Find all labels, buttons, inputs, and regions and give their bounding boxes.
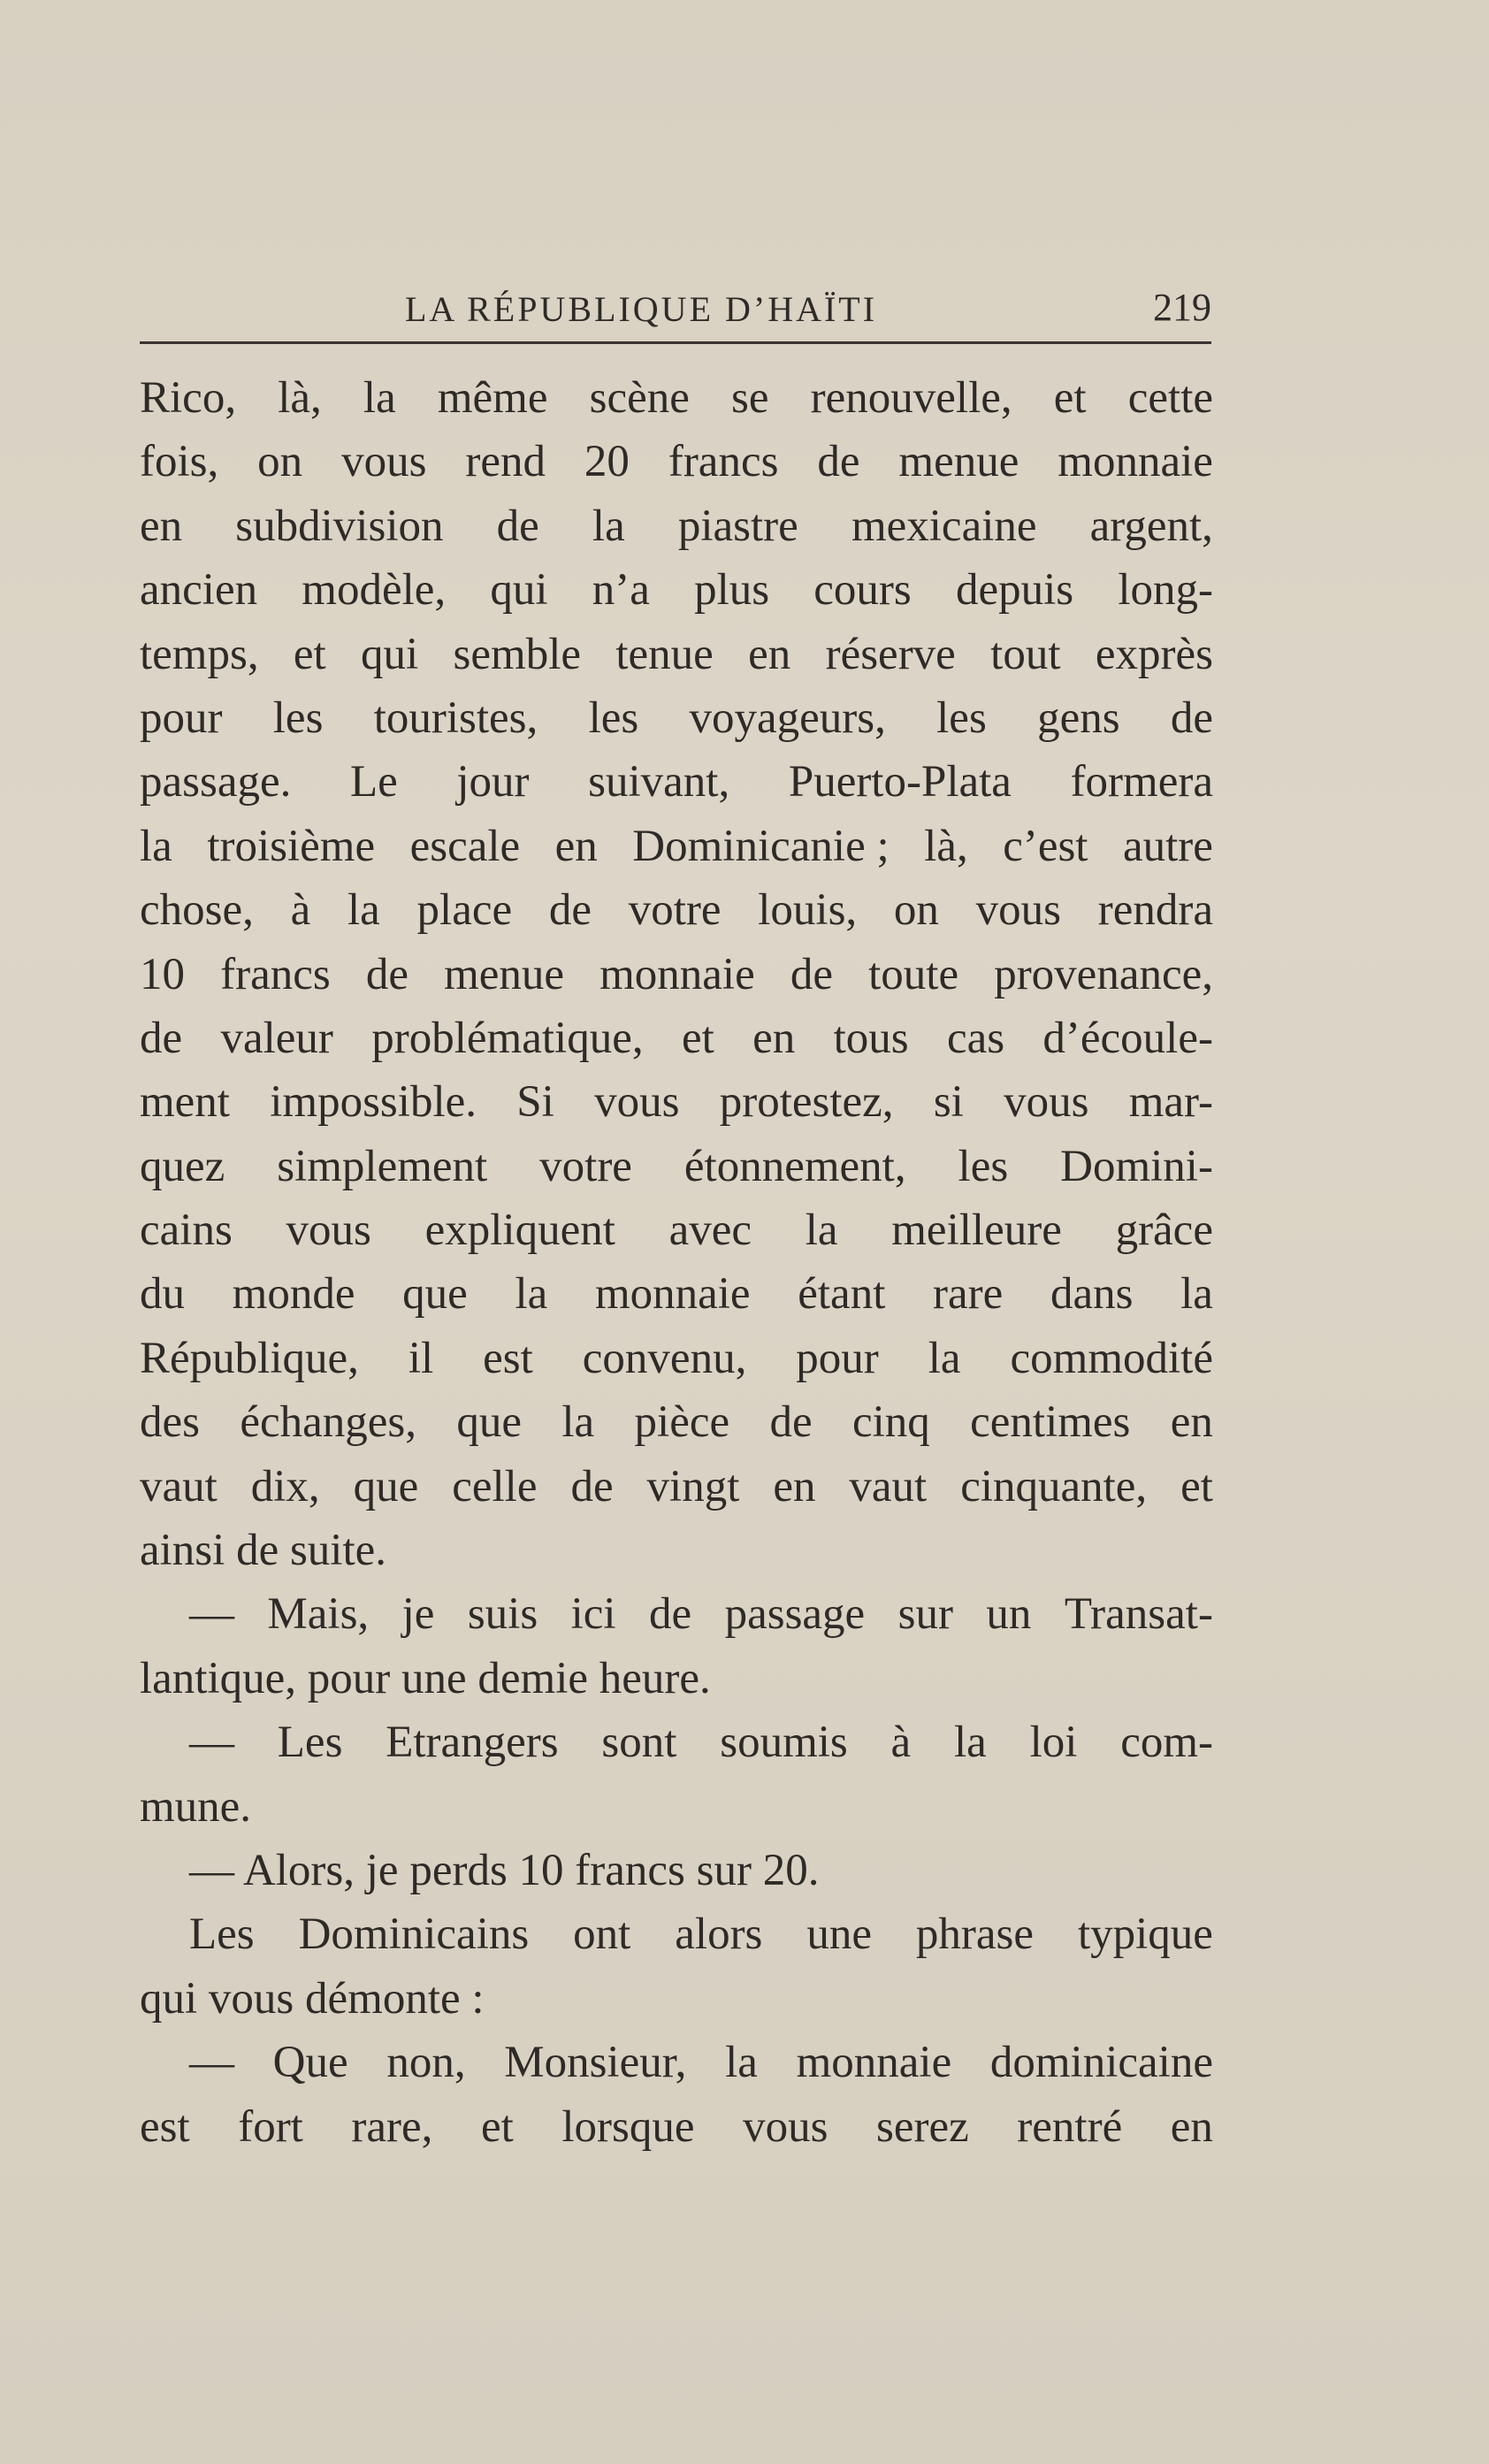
- word: la: [725, 2038, 758, 2088]
- word: ici: [570, 1589, 616, 1640]
- word: soumis: [720, 1718, 848, 1768]
- word: provenance,: [994, 949, 1213, 999]
- word: que: [402, 1269, 468, 1320]
- word: étonnement,: [683, 1141, 906, 1191]
- word: monnaie: [599, 949, 755, 999]
- word: rend: [465, 437, 546, 487]
- text-line: [140, 1135, 1213, 1198]
- running-title: LA RÉPUBLIQUE D’HAÏTI: [405, 289, 878, 329]
- word: la: [805, 1205, 838, 1256]
- word: lorsque: [561, 2101, 695, 2152]
- text-line: [140, 1902, 1213, 1966]
- header-rule: [140, 341, 1211, 344]
- word: n’a: [592, 565, 650, 616]
- word: gens: [1037, 693, 1120, 743]
- text-line: [140, 430, 1213, 494]
- word: —: [189, 1718, 234, 1768]
- word: rare: [933, 1269, 1004, 1320]
- word: sont: [601, 1718, 677, 1768]
- word: les: [272, 693, 324, 743]
- word: menue: [444, 949, 565, 999]
- word: vous: [743, 2101, 828, 2152]
- page-number: 219: [1153, 286, 1211, 329]
- word: en: [1170, 1397, 1213, 1448]
- word: Le: [349, 757, 398, 807]
- word: étant: [798, 1269, 886, 1320]
- word: votre: [628, 885, 722, 936]
- word: louis,: [758, 885, 858, 936]
- word: en: [1170, 2101, 1213, 2152]
- word: toute: [868, 949, 959, 999]
- word: vous: [341, 437, 427, 487]
- word: monnaie: [796, 2038, 952, 2088]
- word: la: [561, 1397, 595, 1448]
- word: 10: [140, 949, 185, 999]
- word: passage.: [140, 757, 292, 807]
- text-line: [140, 878, 1213, 942]
- word: de: [790, 949, 833, 999]
- word: suivant,: [588, 757, 730, 807]
- word: échanges,: [240, 1397, 416, 1448]
- word: vous: [1004, 1077, 1089, 1128]
- word: vous: [975, 885, 1062, 936]
- word: —: [189, 2038, 234, 2088]
- text-line: [140, 1647, 1213, 1710]
- word: qui: [490, 565, 548, 616]
- word: vous: [286, 1205, 371, 1256]
- text-line: [140, 1455, 1213, 1519]
- word: — Alors, je perds 10 francs sur 20.: [189, 1845, 820, 1895]
- text-line: [140, 1710, 1213, 1774]
- word: de: [1170, 693, 1213, 743]
- word: est: [140, 2101, 190, 2152]
- word: autre: [1122, 821, 1213, 871]
- word: lantique, pour une demie heure.: [140, 1653, 711, 1703]
- word: et: [681, 1013, 714, 1063]
- word: qui: [361, 629, 419, 679]
- word: ment: [140, 1077, 230, 1128]
- word: phrase: [915, 1909, 1035, 1960]
- word: Dominicains: [298, 1909, 530, 1960]
- word: pièce: [634, 1397, 730, 1448]
- word: voyageurs,: [689, 693, 886, 743]
- word: Transat-: [1064, 1589, 1213, 1640]
- word: Que: [272, 2038, 348, 2088]
- word: de: [496, 501, 539, 551]
- word: la: [928, 1333, 961, 1383]
- word: argent,: [1089, 501, 1213, 551]
- word: expliquent: [424, 1205, 615, 1256]
- word: quez: [140, 1141, 225, 1191]
- word: et: [1180, 1461, 1213, 1511]
- text-line: [140, 2031, 1213, 2094]
- word: vingt: [646, 1461, 740, 1511]
- text-line: [140, 366, 1213, 430]
- word: en: [773, 1461, 816, 1511]
- word: modèle,: [302, 565, 447, 616]
- word: francs: [668, 437, 779, 487]
- word: à: [290, 885, 311, 936]
- word: pour: [140, 693, 223, 743]
- word: si: [933, 1077, 964, 1128]
- word: fort: [238, 2101, 303, 2152]
- running-head: [140, 281, 1213, 352]
- word: protestez,: [719, 1077, 894, 1128]
- word: en: [554, 821, 598, 871]
- word: de: [365, 949, 409, 999]
- word: exprès: [1095, 629, 1213, 679]
- word: vous: [594, 1077, 680, 1128]
- text-line: [140, 1390, 1213, 1454]
- text-line: [140, 686, 1213, 750]
- word: cinq: [851, 1397, 930, 1448]
- word: monde: [232, 1269, 355, 1320]
- word: subdivision: [235, 501, 444, 551]
- word: formera: [1070, 757, 1213, 807]
- word: Si: [516, 1077, 554, 1128]
- word: grâce: [1115, 1205, 1213, 1256]
- word: et: [1053, 373, 1087, 423]
- word: alors: [675, 1909, 763, 1960]
- word: les: [958, 1141, 1009, 1191]
- text-line: [140, 1327, 1213, 1390]
- word: la: [140, 821, 172, 871]
- word: dans: [1050, 1269, 1134, 1320]
- text-line: [140, 558, 1213, 622]
- word: cette: [1127, 373, 1213, 423]
- text-line: [140, 1519, 1213, 1582]
- word: de: [548, 885, 592, 936]
- word: escale: [409, 821, 521, 871]
- word: sur: [897, 1589, 953, 1640]
- word: que: [353, 1461, 419, 1511]
- word: menue: [898, 437, 1019, 487]
- text-line: [140, 1582, 1213, 1646]
- word: depuis: [955, 565, 1074, 616]
- word: de: [817, 437, 860, 487]
- word: rentré: [1017, 2101, 1123, 2152]
- word: valeur: [220, 1013, 333, 1063]
- text-line: [140, 1775, 1213, 1839]
- word: les: [936, 693, 987, 743]
- word: qui vous démonte :: [140, 1973, 485, 2024]
- word: de: [140, 1013, 183, 1063]
- word: même: [437, 373, 548, 423]
- word: tenue: [615, 629, 714, 679]
- word: fois,: [140, 437, 219, 487]
- word: place: [416, 885, 513, 936]
- word: Etrangers: [386, 1718, 559, 1768]
- word: du: [140, 1269, 185, 1320]
- word: piastre: [677, 501, 798, 551]
- word: Monsieur,: [504, 2038, 687, 2088]
- word: Les: [277, 1718, 343, 1768]
- word: renouvelle,: [810, 373, 1012, 423]
- word: Les: [189, 1909, 255, 1960]
- word: je: [401, 1589, 435, 1640]
- word: Dominicanie ;: [632, 821, 890, 871]
- word: serez: [875, 2101, 969, 2152]
- word: vaut: [849, 1461, 928, 1511]
- word: meilleure: [891, 1205, 1062, 1256]
- word: est: [483, 1333, 533, 1383]
- word: de: [769, 1397, 813, 1448]
- word: c’est: [1003, 821, 1088, 871]
- word: centimes: [970, 1397, 1131, 1448]
- word: monnaie: [594, 1269, 751, 1320]
- word: cas: [946, 1013, 1005, 1063]
- word: simplement: [277, 1141, 488, 1191]
- word: semble: [453, 629, 582, 679]
- word: loi: [1029, 1718, 1078, 1768]
- word: long-: [1118, 565, 1213, 616]
- word: ancien: [140, 565, 258, 616]
- word: en: [140, 501, 183, 551]
- word: dix,: [250, 1461, 320, 1511]
- word: convenu,: [582, 1333, 747, 1383]
- word: la: [515, 1269, 548, 1320]
- word: on: [257, 437, 303, 487]
- word: jour: [456, 757, 530, 807]
- word: Rico,: [140, 373, 237, 423]
- word: troisième: [207, 821, 376, 871]
- word: cains: [140, 1205, 233, 1256]
- word: la: [1180, 1269, 1213, 1320]
- text-line: [140, 815, 1213, 878]
- word: touristes,: [373, 693, 538, 743]
- word: suis: [467, 1589, 538, 1640]
- word: en: [752, 1013, 796, 1063]
- word: rare,: [351, 2101, 433, 2152]
- word: là,: [278, 373, 322, 423]
- word: plus: [694, 565, 770, 616]
- word: mar-: [1128, 1077, 1213, 1128]
- word: de: [649, 1589, 692, 1640]
- word: 20: [584, 437, 630, 487]
- word: tout: [990, 629, 1061, 679]
- word: les: [588, 693, 639, 743]
- text-line: [140, 623, 1213, 686]
- word: et: [293, 629, 326, 679]
- word: on: [893, 885, 939, 936]
- word: votre: [539, 1141, 632, 1191]
- word: réserve: [825, 629, 956, 679]
- word: pour: [796, 1333, 879, 1383]
- text-line: [140, 1967, 1213, 2031]
- word: rendra: [1097, 885, 1213, 936]
- word: la: [953, 1718, 987, 1768]
- word: à: [890, 1718, 912, 1768]
- word: tous: [833, 1013, 909, 1063]
- word: celle: [452, 1461, 538, 1511]
- word: —: [189, 1589, 234, 1640]
- word: en: [748, 629, 791, 679]
- word: la: [592, 501, 625, 551]
- word: la: [363, 373, 396, 423]
- word: temps,: [140, 629, 259, 679]
- text-line: [140, 1262, 1213, 1326]
- word: une: [806, 1909, 872, 1960]
- word: problématique,: [371, 1013, 644, 1063]
- word: chose,: [140, 885, 254, 936]
- word: là,: [924, 821, 968, 871]
- word: Mais,: [267, 1589, 370, 1640]
- word: d’écoule-: [1042, 1013, 1213, 1063]
- word: que: [456, 1397, 522, 1448]
- word: mune.: [140, 1781, 252, 1832]
- text-line: [140, 750, 1213, 814]
- text-line: [140, 1198, 1213, 1262]
- text-line: [140, 1070, 1213, 1134]
- word: ont: [573, 1909, 631, 1960]
- word: Puerto-Plata: [788, 757, 1012, 807]
- word: scène: [589, 373, 690, 423]
- text-line: [140, 1839, 1213, 1902]
- word: monnaie: [1058, 437, 1213, 487]
- word: avec: [668, 1205, 752, 1256]
- word: commodité: [1010, 1333, 1213, 1383]
- word: com-: [1120, 1718, 1213, 1768]
- word: des: [140, 1397, 200, 1448]
- word: passage: [724, 1589, 866, 1640]
- word: la: [347, 885, 380, 936]
- word: francs: [220, 949, 331, 999]
- body-text: [140, 366, 1213, 2159]
- word: se: [731, 373, 769, 423]
- word: vaut: [140, 1461, 218, 1511]
- word: mexicaine: [851, 501, 1037, 551]
- word: et: [480, 2101, 514, 2152]
- text-line: [140, 2095, 1213, 2159]
- word: République,: [140, 1333, 359, 1383]
- word: dominicaine: [989, 2038, 1213, 2088]
- word: un: [986, 1589, 1032, 1640]
- word: de: [570, 1461, 614, 1511]
- word: cours: [813, 565, 912, 616]
- text-line: [140, 1006, 1213, 1070]
- text-line: [140, 943, 1213, 1006]
- word: non,: [386, 2038, 466, 2088]
- word: il: [408, 1333, 434, 1383]
- word: ainsi de suite.: [140, 1526, 387, 1576]
- word: Domini-: [1060, 1141, 1213, 1191]
- word: impossible.: [270, 1077, 477, 1128]
- word: cinquante,: [960, 1461, 1148, 1511]
- text-line: [140, 494, 1213, 558]
- word: typique: [1077, 1909, 1213, 1960]
